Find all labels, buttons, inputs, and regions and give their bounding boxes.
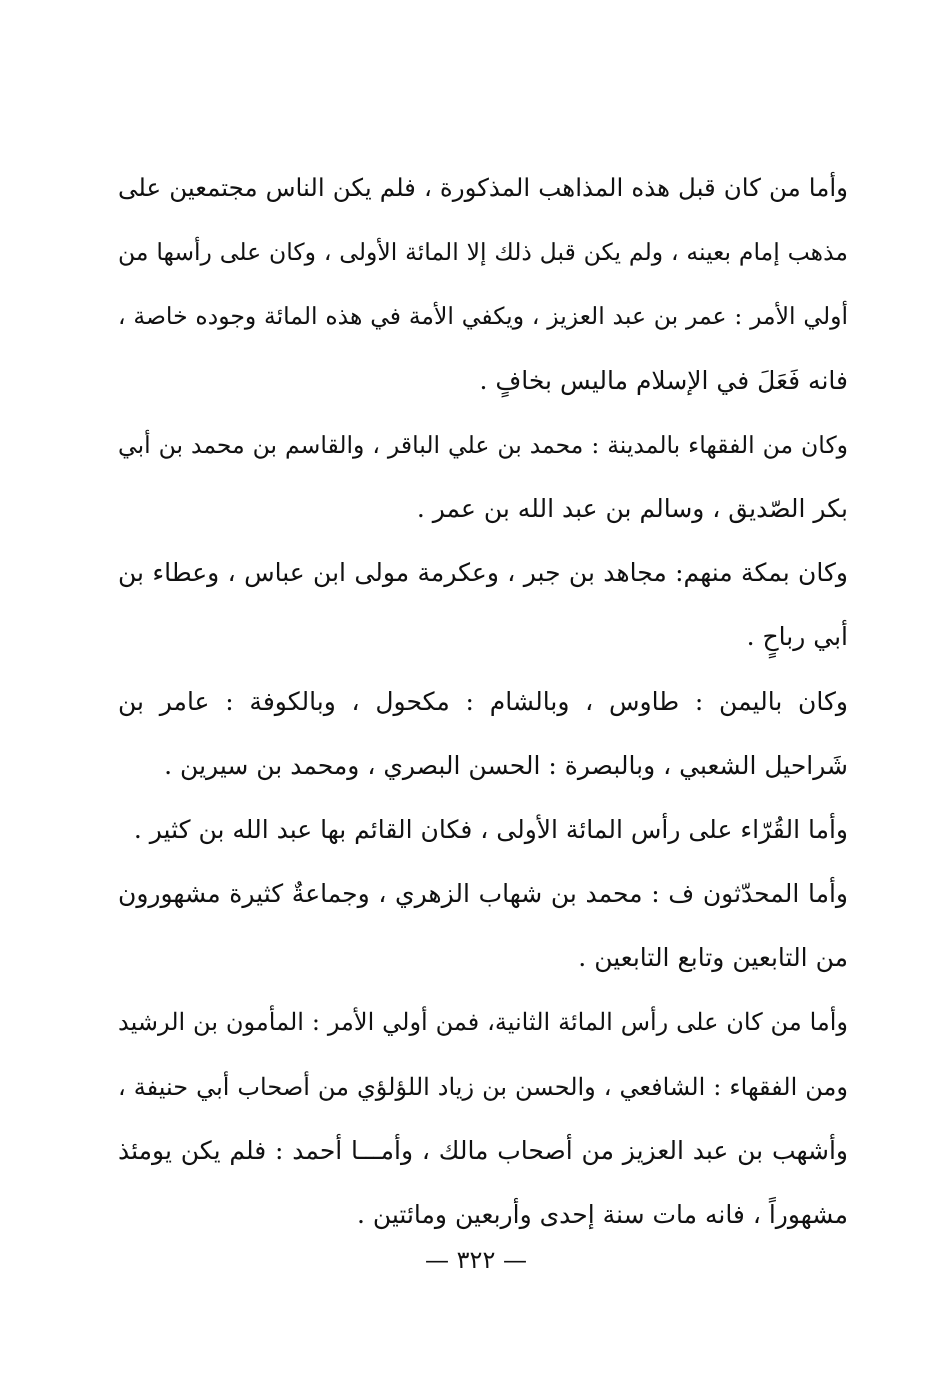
text-line: وأما المحدّثون ف : محمد بن شهاب الزهري ، وجماعةٌ كثيرة مشهورون [118, 879, 848, 909]
text-line: وأشهب بن عبد العزيز من أصحاب مالك ، وأمـــا أحمد : فلم يكن يومئذ [118, 1135, 848, 1165]
text-line: وكان من الفقهاء بالمدينة : محمد بن علي الباقر ، والقاسم بن محمد بن أبي [118, 430, 848, 459]
page-number: — ٣٢٢ — [425, 1246, 527, 1274]
text-line: وكان بمكة منهم: مجاهد بن جبر ، وعكرمة مولى ابن عباس ، وعطاء بن [118, 558, 848, 588]
text-line: وأما من كان على رأس المائة الثانية، فمن أولي الأمر : المأمون بن الرشيد [118, 1008, 848, 1037]
text-line: ومن الفقهاء : الشافعي ، والحسن بن زياد اللؤلؤي من أصحاب أبي حنيفة ، [118, 1072, 848, 1101]
text-line: مشهوراً ، فانه مات سنة إحدى وأربعين ومائتين . [356, 1200, 848, 1229]
text-line: وكان باليمن : طاوس ، وبالشام : مكحول ، وبالكوفة : عامر بن [118, 686, 848, 716]
body-text [118, 156, 848, 1247]
text-line: أولي الأمر : عمر بن عبد العزيز ، ويكفي الأمة في هذه المائة وجوده خاصة ، [118, 302, 848, 331]
text-line: مذهب إمام بعينه ، ولم يكن قبل ذلك إلا المائة الأولى ، وكان على رأسها من [118, 238, 848, 267]
text-line: أبي رباحٍ . [746, 622, 848, 652]
text-line: شَراحيل الشعبي ، وبالبصرة : الحسن البصري ، ومحمد بن سيرين . [164, 750, 848, 780]
text-line: بكر الصّديق ، وسالم بن عبد الله بن عمر . [416, 493, 848, 523]
text-line: وأما القُرّاء على رأس المائة الأولى ، فكان القائم بها عبد الله بن كثير . [133, 814, 848, 844]
text-line: فانه فَعَلَ في الإسلام ماليس بخافٍ . [479, 365, 848, 395]
text-line: وأما من كان قبل هذه المذاهب المذكورة ، فلم يكن الناس مجتمعين على [118, 173, 848, 202]
text-line: من التابعين وتابع التابعين . [578, 943, 848, 973]
